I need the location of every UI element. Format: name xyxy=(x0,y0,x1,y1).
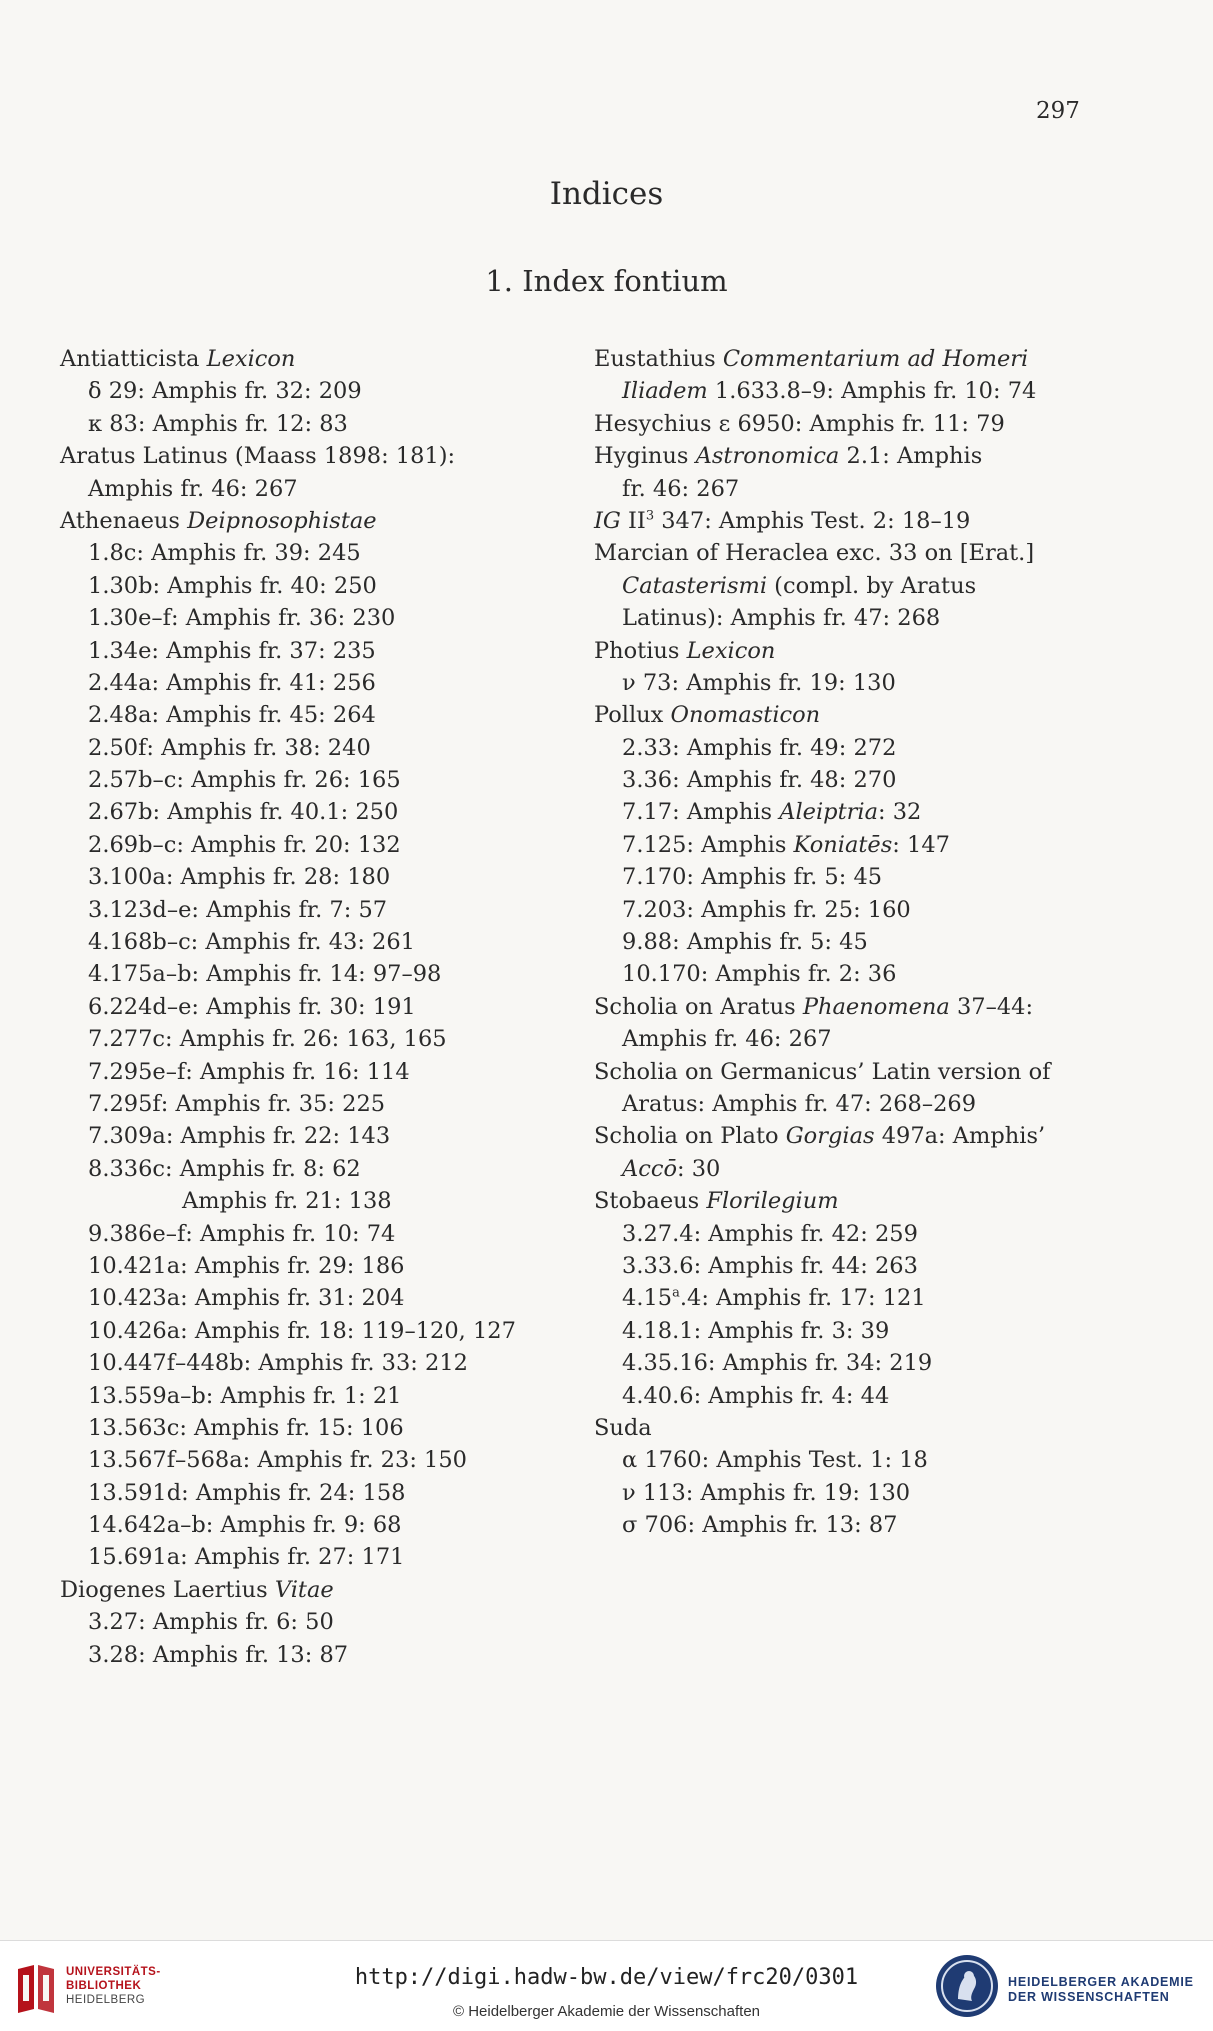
entry-text: Suda xyxy=(594,1414,652,1441)
entry-text: 3.33.6: Amphis fr. 44: 263 xyxy=(622,1252,918,1279)
work-title: Florilegium xyxy=(706,1188,839,1215)
index-entry-heading xyxy=(594,699,1174,731)
index-entry-reference xyxy=(594,375,1174,407)
index-entry-reference xyxy=(594,1250,1174,1282)
academy-name-text: HEIDELBERGER AKADEMIE DER WISSENSCHAFTEN xyxy=(1008,1975,1194,2004)
index-entry-reference xyxy=(60,1023,560,1055)
index-entry-heading xyxy=(594,505,1174,537)
entry-text: 1.30e–f: Amphis fr. 36: 230 xyxy=(88,605,396,632)
index-entry-reference xyxy=(60,375,560,407)
copyright-notice: © Heidelberger Akademie der Wissenschaften xyxy=(452,2003,761,2020)
entry-text: 7.170: Amphis fr. 5: 45 xyxy=(622,864,883,891)
index-entry-reference xyxy=(60,1315,560,1347)
entry-text: α 1760: Amphis Test. 1: 18 xyxy=(622,1447,928,1474)
entry-text: : 30 xyxy=(677,1155,721,1182)
entry-text: Scholia on Aratus xyxy=(594,993,803,1020)
index-entry-reference xyxy=(60,1541,560,1573)
index-entry-reference xyxy=(60,732,560,764)
work-title: Phaenomena xyxy=(802,993,950,1020)
index-entry-reference xyxy=(60,602,560,634)
entry-text: Aratus Latinus (Maass 1898: 181): xyxy=(60,443,456,470)
entry-text: 8.336c: Amphis fr. 8: 62 xyxy=(88,1155,361,1182)
index-entry-heading xyxy=(594,1185,1174,1217)
entry-text: σ 706: Amphis fr. 13: 87 xyxy=(622,1512,898,1539)
academy-seal-icon xyxy=(934,1953,1000,2019)
entry-text: 13.591d: Amphis fr. 24: 158 xyxy=(88,1479,406,1506)
entry-text: Diogenes Laertius xyxy=(60,1576,275,1603)
index-column-left xyxy=(60,343,560,1671)
index-entry-reference xyxy=(594,667,1174,699)
entry-text: 2.50f: Amphis fr. 38: 240 xyxy=(88,734,371,761)
index-entry-reference xyxy=(594,732,1174,764)
index-entry-reference xyxy=(60,699,560,731)
index-entry-reference xyxy=(594,473,1174,505)
index-entry-heading xyxy=(594,991,1174,1023)
index-entry-reference xyxy=(60,1282,560,1314)
entry-text: Pollux xyxy=(594,702,671,729)
entry-text: 10.170: Amphis fr. 2: 36 xyxy=(622,961,897,988)
entry-text: 4.168b–c: Amphis fr. 43: 261 xyxy=(88,929,415,956)
entry-text: 1.30b: Amphis fr. 40: 250 xyxy=(88,572,377,599)
entry-text: κ 83: Amphis fr. 12: 83 xyxy=(88,410,348,437)
entry-text: ν 73: Amphis fr. 19: 130 xyxy=(622,669,896,696)
index-entry-reference xyxy=(60,1250,560,1282)
index-entry-reference xyxy=(594,1218,1174,1250)
work-title: Astronomica xyxy=(695,443,840,470)
entry-text: Scholia on Germanicus’ Latin version of xyxy=(594,1058,1051,1085)
index-entry-reference xyxy=(594,829,1174,861)
entry-text: 7.309a: Amphis fr. 22: 143 xyxy=(88,1123,391,1150)
index-entry-heading xyxy=(60,1574,560,1606)
entry-text: : 32 xyxy=(878,799,922,826)
entry-text: 9.88: Amphis fr. 5: 45 xyxy=(622,929,868,956)
index-entry-reference xyxy=(594,861,1174,893)
index-entry-reference xyxy=(60,1120,560,1152)
entry-text: 15.691a: Amphis fr. 27: 171 xyxy=(88,1544,405,1571)
entry-text: 4.15 xyxy=(622,1285,673,1312)
index-entry-reference xyxy=(60,796,560,828)
entry-text: 3.123d–e: Amphis fr. 7: 57 xyxy=(88,896,388,923)
work-title: Commentarium ad Homeri xyxy=(722,346,1029,372)
entry-text: II xyxy=(620,507,646,534)
index-entry-heading xyxy=(594,408,1174,440)
index-entry-reference xyxy=(60,570,560,602)
index-entry-reference xyxy=(594,602,1174,634)
index-entry-reference xyxy=(60,1185,560,1217)
entry-text: 347: Amphis Test. 2: 18–19 xyxy=(654,507,971,534)
entry-text: .4: Amphis fr. 17: 121 xyxy=(679,1285,926,1312)
work-title: Aleiptria xyxy=(779,799,878,826)
index-entry-reference xyxy=(60,408,560,440)
index-entry-reference xyxy=(594,1282,1174,1314)
index-entry-reference xyxy=(594,1444,1174,1476)
index-entry-reference xyxy=(594,764,1174,796)
index-entry-reference xyxy=(60,635,560,667)
index-entry-reference xyxy=(60,1153,560,1185)
entry-text: : 147 xyxy=(892,831,950,858)
entry-text: δ 29: Amphis fr. 32: 209 xyxy=(88,378,362,405)
entry-text: 3.36: Amphis fr. 48: 270 xyxy=(622,767,897,794)
footer-bar xyxy=(0,1940,1213,2031)
index-entry-reference xyxy=(60,1606,560,1638)
index-entry-heading xyxy=(594,537,1174,569)
work-title: Accō xyxy=(622,1155,677,1182)
work-title: Koniatēs xyxy=(793,831,893,858)
entry-text: 10.426a: Amphis fr. 18: 119–120, 127 xyxy=(88,1317,516,1344)
entry-text: 13.563c: Amphis fr. 15: 106 xyxy=(88,1414,404,1441)
entry-text: Marcian of Heraclea exc. 33 on [Erat.] xyxy=(594,540,1035,567)
work-title: Lexicon xyxy=(206,346,296,372)
section-title: 1. Index fontium xyxy=(485,264,728,298)
index-entry-reference xyxy=(60,537,560,569)
entry-text: Antiatticista xyxy=(60,346,207,372)
entry-text: Stobaeus xyxy=(594,1188,707,1215)
page-number: 297 xyxy=(1036,98,1080,124)
index-entry-reference xyxy=(60,1639,560,1671)
superscript: 3 xyxy=(645,508,655,524)
index-entry-reference xyxy=(60,473,560,505)
index-entry-reference xyxy=(60,1380,560,1412)
entry-text: 2.33: Amphis fr. 49: 272 xyxy=(622,734,897,761)
entry-text: 10.423a: Amphis fr. 31: 204 xyxy=(88,1285,405,1312)
entry-text: 4.18.1: Amphis fr. 3: 39 xyxy=(622,1317,890,1344)
entry-text: Eustathius xyxy=(594,346,723,372)
entry-text: 2.57b–c: Amphis fr. 26: 165 xyxy=(88,767,401,794)
work-title: Vitae xyxy=(274,1576,334,1603)
entry-text: 10.421a: Amphis fr. 29: 186 xyxy=(88,1252,405,1279)
index-entry-reference xyxy=(60,1056,560,1088)
work-title: Gorgias xyxy=(785,1123,875,1150)
index-entry-reference xyxy=(594,1509,1174,1541)
index-entry-reference xyxy=(60,991,560,1023)
entry-text: 2.69b–c: Amphis fr. 20: 132 xyxy=(88,831,401,858)
entry-text: Athenaeus xyxy=(60,507,188,534)
permalink-url[interactable]: http://digi.hadw-bw.de/view/frc20/0301 xyxy=(354,1965,859,1990)
index-entry-reference xyxy=(60,894,560,926)
entry-text: 7.203: Amphis fr. 25: 160 xyxy=(622,896,911,923)
index-entry-heading xyxy=(60,343,560,375)
entry-text: 2.67b: Amphis fr. 40.1: 250 xyxy=(88,799,399,826)
entry-text: 2.1: Amphis xyxy=(839,443,983,470)
entry-text: 1.633.8–9: Amphis fr. 10: 74 xyxy=(707,378,1037,405)
entry-text: 37–44: xyxy=(949,993,1034,1020)
index-entry-reference xyxy=(594,926,1174,958)
entry-text: Amphis fr. 46: 267 xyxy=(622,1026,832,1053)
work-title: Deipnosophistae xyxy=(187,507,377,534)
index-entry-reference xyxy=(594,894,1174,926)
entry-text: (compl. by Aratus xyxy=(767,572,977,599)
index-entry-reference xyxy=(594,570,1174,602)
entry-text: ν 113: Amphis fr. 19: 130 xyxy=(622,1479,911,1506)
work-title: Catasterismi xyxy=(622,572,768,599)
index-entry-reference xyxy=(60,1509,560,1541)
index-entry-reference xyxy=(594,1088,1174,1120)
entry-text: 3.100a: Amphis fr. 28: 180 xyxy=(88,864,391,891)
index-column-right xyxy=(594,343,1174,1541)
entry-text: 2.48a: Amphis fr. 45: 264 xyxy=(88,702,376,729)
entry-text: Amphis fr. 46: 267 xyxy=(88,475,298,502)
entry-text: 2.44a: Amphis fr. 41: 256 xyxy=(88,669,376,696)
index-entry-reference xyxy=(594,1380,1174,1412)
entry-text: Hesychius ε 6950: Amphis fr. 11: 79 xyxy=(594,410,1005,437)
entry-text: 3.28: Amphis fr. 13: 87 xyxy=(88,1641,349,1668)
index-entry-reference xyxy=(594,1315,1174,1347)
university-library-text: UNIVERSITÄTS- BIBLIOTHEK HEIDELBERG xyxy=(66,1966,161,2006)
entry-text: 7.295e–f: Amphis fr. 16: 114 xyxy=(88,1058,410,1085)
work-title: Onomasticon xyxy=(670,702,821,729)
entry-text: 7.277c: Amphis fr. 26: 163, 165 xyxy=(88,1026,447,1053)
superscript: a xyxy=(672,1285,680,1301)
entry-text: Aratus: Amphis fr. 47: 268–269 xyxy=(622,1090,977,1117)
index-entry-heading xyxy=(594,1412,1174,1444)
index-entry-reference xyxy=(594,1023,1174,1055)
index-entry-reference xyxy=(60,1412,560,1444)
entry-text: Hyginus xyxy=(594,443,696,470)
index-entry-reference xyxy=(60,1088,560,1120)
index-entry-reference xyxy=(60,958,560,990)
index-entry-reference xyxy=(60,926,560,958)
index-entry-reference xyxy=(60,829,560,861)
index-entry-heading xyxy=(60,440,560,472)
index-entry-reference xyxy=(594,1153,1174,1185)
index-entry-reference xyxy=(60,1444,560,1476)
work-title: IG xyxy=(594,507,621,534)
index-entry-heading xyxy=(594,635,1174,667)
index-entry-reference xyxy=(60,861,560,893)
entry-text: 10.447f–448b: Amphis fr. 33: 212 xyxy=(88,1350,468,1377)
running-head: Indices xyxy=(549,176,664,212)
entry-text: 497a: Amphis’ xyxy=(874,1123,1046,1150)
index-entry-reference xyxy=(60,1347,560,1379)
index-entry-reference xyxy=(60,667,560,699)
entry-text: 7.125: Amphis xyxy=(622,831,794,858)
entry-text: 1.8c: Amphis fr. 39: 245 xyxy=(88,540,361,567)
index-entry-reference xyxy=(594,796,1174,828)
entry-text: 9.386e–f: Amphis fr. 10: 74 xyxy=(88,1220,396,1247)
entry-text: fr. 46: 267 xyxy=(622,475,740,502)
entry-text: Scholia on Plato xyxy=(594,1123,786,1150)
entry-text: 7.295f: Amphis fr. 35: 225 xyxy=(88,1090,386,1117)
index-entry-reference xyxy=(594,1347,1174,1379)
index-entry-heading xyxy=(594,1120,1174,1152)
index-entry-reference xyxy=(60,764,560,796)
entry-text: Latinus): Amphis fr. 47: 268 xyxy=(622,605,941,632)
entry-text: 6.224d–e: Amphis fr. 30: 191 xyxy=(88,993,416,1020)
index-entry-heading xyxy=(594,1056,1174,1088)
entry-text: Amphis fr. 21: 138 xyxy=(182,1188,392,1215)
work-title: Iliadem xyxy=(622,378,708,405)
entry-text: 1.34e: Amphis fr. 37: 235 xyxy=(88,637,376,664)
entry-text: 13.567f–568a: Amphis fr. 23: 150 xyxy=(88,1447,467,1474)
entry-text: 4.40.6: Amphis fr. 4: 44 xyxy=(622,1382,890,1409)
work-title: Lexicon xyxy=(686,637,776,664)
index-entry-reference xyxy=(594,1477,1174,1509)
entry-text: 3.27: Amphis fr. 6: 50 xyxy=(88,1609,334,1636)
index-entry-reference xyxy=(60,1218,560,1250)
index-entry-reference xyxy=(594,958,1174,990)
index-entry-heading xyxy=(60,505,560,537)
academy-logo[interactable] xyxy=(934,1953,1204,2023)
index-entry-reference xyxy=(60,1477,560,1509)
entry-text: 4.35.16: Amphis fr. 34: 219 xyxy=(622,1350,933,1377)
entry-text: 14.642a–b: Amphis fr. 9: 68 xyxy=(88,1512,402,1539)
entry-text: Photius xyxy=(594,637,687,664)
index-entry-heading xyxy=(594,343,1174,375)
entry-text: 13.559a–b: Amphis fr. 1: 21 xyxy=(88,1382,402,1409)
index-entry-heading xyxy=(594,440,1174,472)
entry-text: 3.27.4: Amphis fr. 42: 259 xyxy=(622,1220,918,1247)
entry-text: 7.17: Amphis xyxy=(622,799,780,826)
entry-text: 4.175a–b: Amphis fr. 14: 97–98 xyxy=(88,961,442,988)
